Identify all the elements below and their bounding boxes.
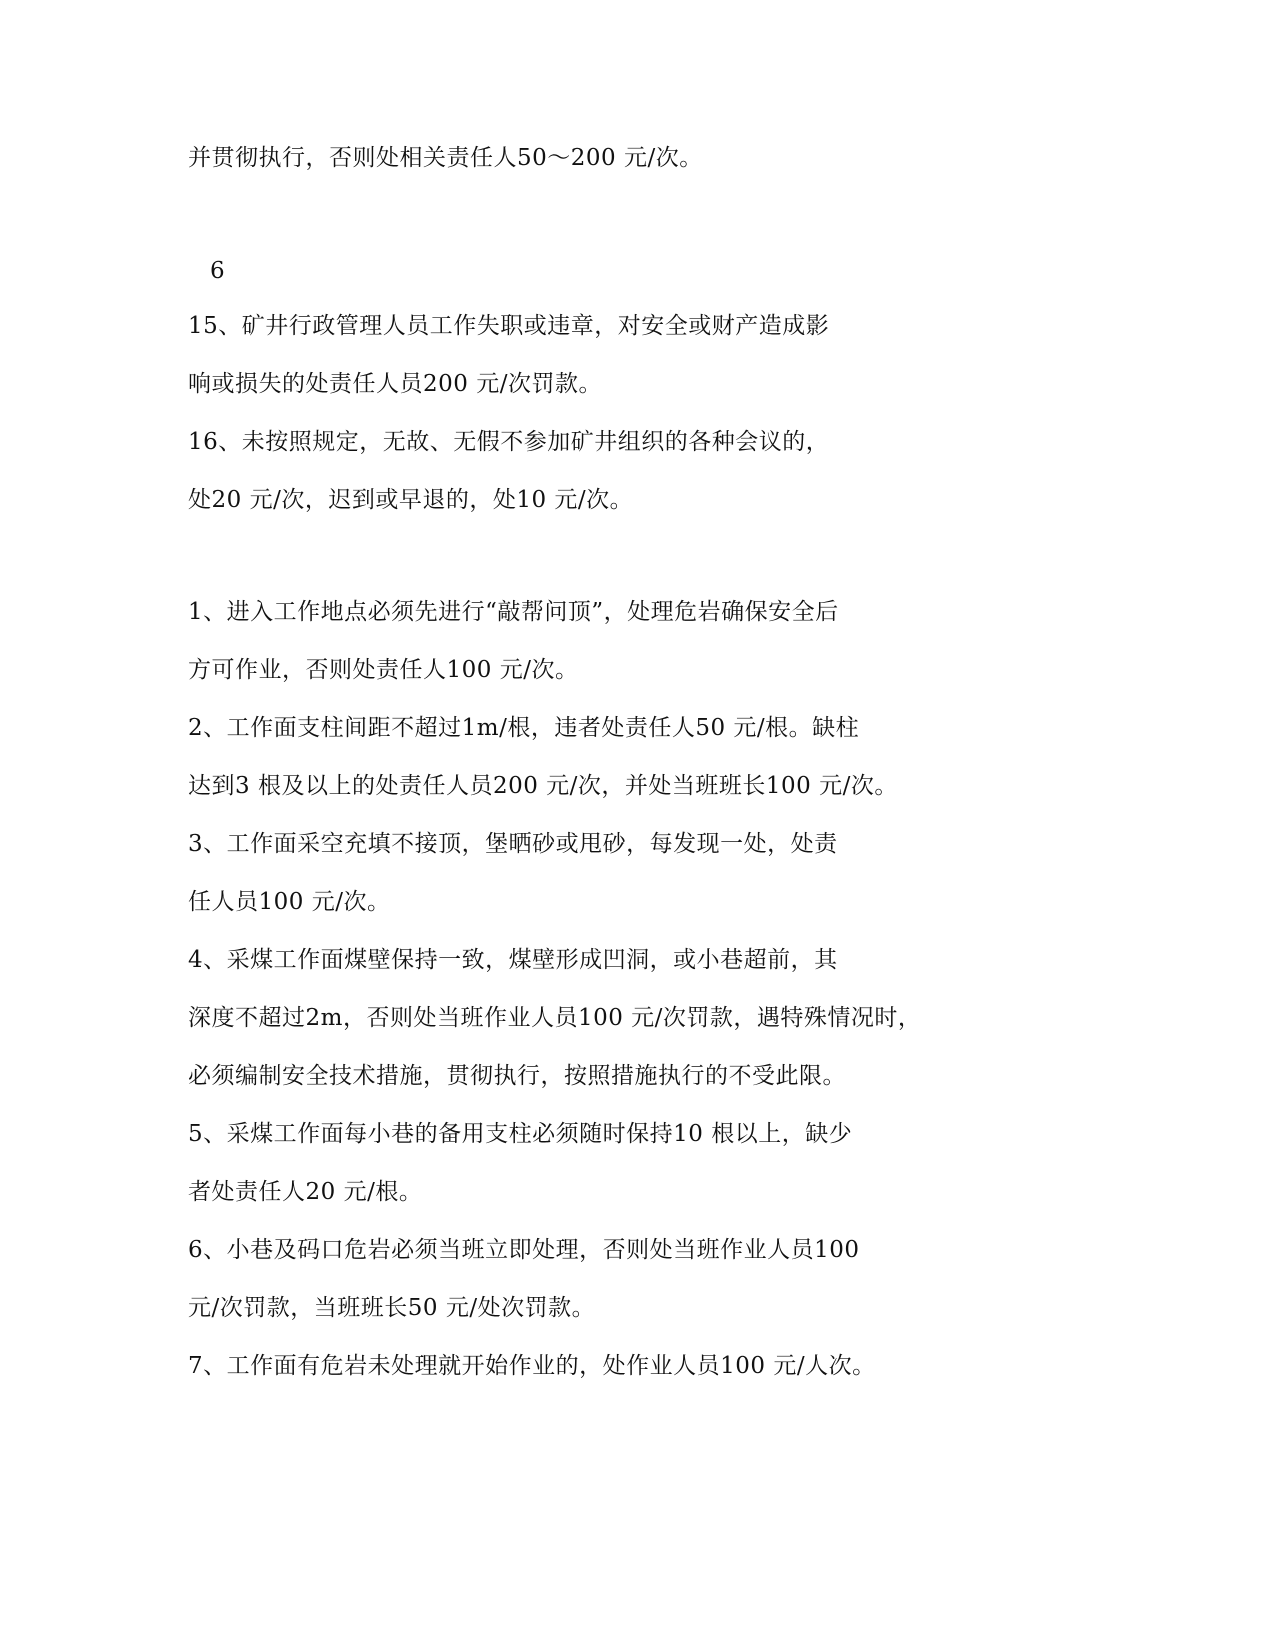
text-line: 7、工作面有危岩未处理就开始作业的，处作业人员100 元/人次。 [188,1353,876,1379]
text-line: 深度不超过2m，否则处当班作业人员100 元/次罚款，遇特殊情况时， [188,1005,922,1031]
page-number: 6 [210,258,225,284]
text-line: 3、工作面采空充填不接顶，堡晒砂或甩砂，每发现一处，处责 [188,831,838,857]
text-line: 1、进入工作地点必须先进行“敲帮问顶”，处理危岩确保安全后 [188,599,839,625]
text-line: 者处责任人20 元/根。 [188,1179,423,1205]
text-line: 响或损失的处责任人员200 元/次罚款。 [188,371,602,397]
text-line: 2、工作面支柱间距不超过1m/根，违者处责任人50 元/根。缺柱 [188,715,860,741]
text-line: 元/次罚款，当班班长50 元/处次罚款。 [188,1295,596,1321]
text-line: 任人员100 元/次。 [188,889,391,915]
text-line: 达到3 根及以上的处责任人员200 元/次，并处当班班长100 元/次。 [188,773,898,799]
text-line: 4、采煤工作面煤壁保持一致，煤壁形成凹洞，或小巷超前，其 [188,947,838,973]
text-line: 方可作业，否则处责任人100 元/次。 [188,657,579,683]
text-line: 5、采煤工作面每小巷的备用支柱必须随时保持10 根以上，缺少 [188,1121,853,1147]
text-line: 6、小巷及码口危岩必须当班立即处理，否则处当班作业人员100 [188,1237,860,1263]
text-line: 处20 元/次，迟到或早退的，处10 元/次。 [188,487,634,513]
text-line: 必须编制安全技术措施，贯彻执行，按照措施执行的不受此限。 [188,1063,846,1089]
text-line: 15、矿井行政管理人员工作失职或违章，对安全或财产造成影 [188,313,830,339]
text-line: 16、未按照规定，无故、无假不参加矿井组织的各种会议的， [188,429,830,455]
text-line: 并贯彻执行，否则处相关责任人50～200 元/次。 [188,145,703,171]
